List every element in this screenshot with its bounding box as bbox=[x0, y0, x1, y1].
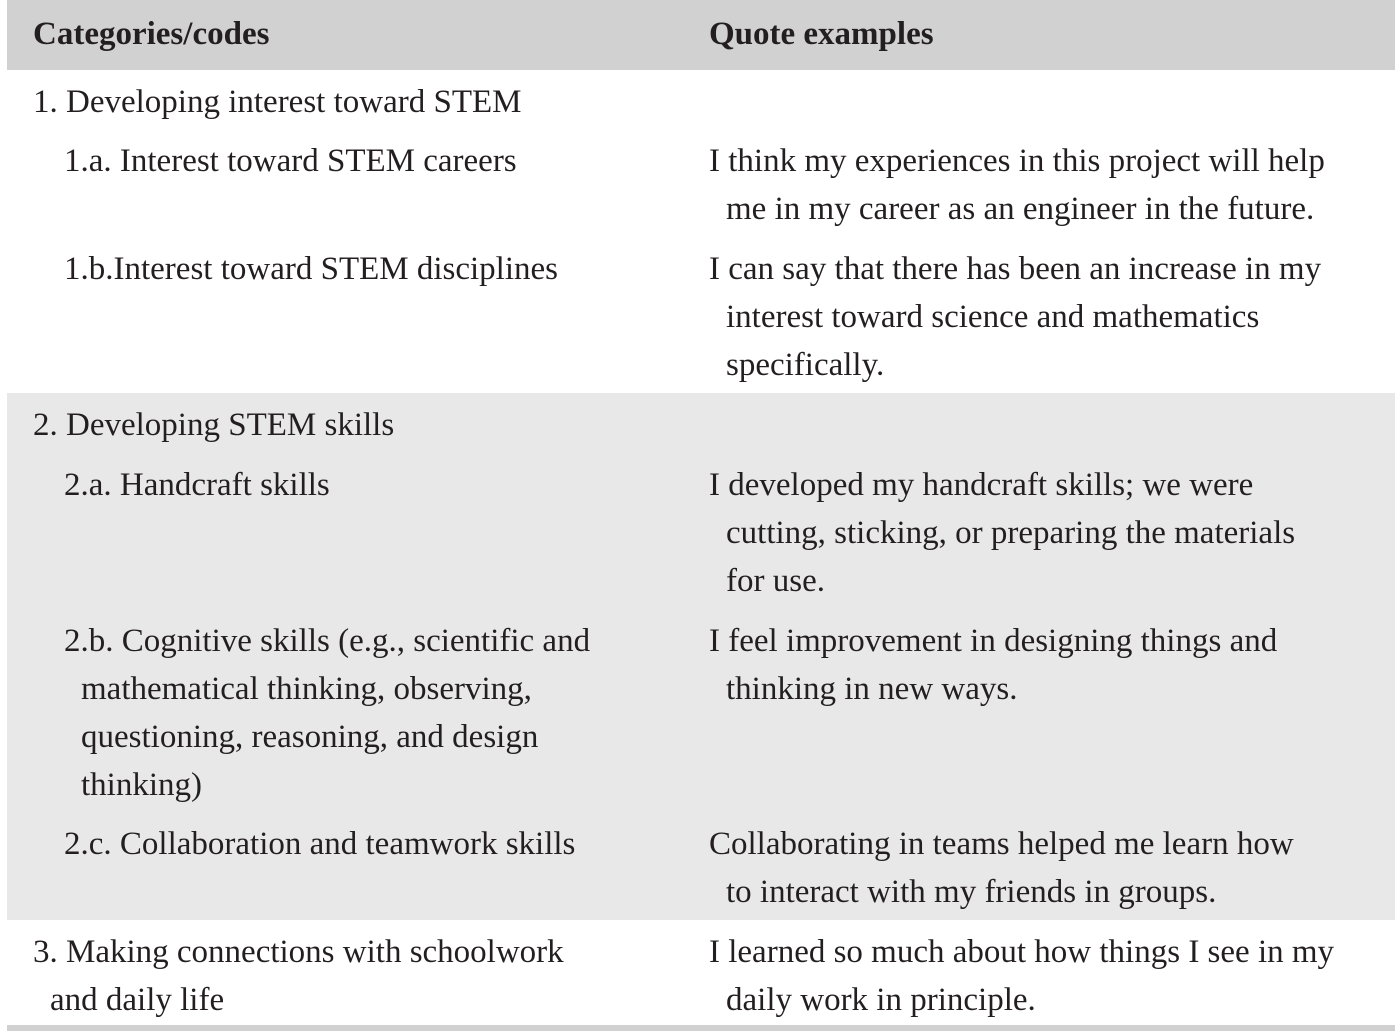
code-line: 1.b.Interest toward STEM disciplines bbox=[64, 251, 559, 287]
code-1b bbox=[64, 245, 558, 293]
code-line: 2.a. Handcraft skills bbox=[64, 467, 330, 503]
category-line: and daily life bbox=[50, 982, 225, 1018]
section-2-title: 2. Developing STEM skills bbox=[33, 407, 395, 443]
quote-line: specifically. bbox=[726, 347, 885, 383]
code-line: thinking) bbox=[81, 767, 202, 803]
section-1-title: 1. Developing interest toward STEM bbox=[33, 84, 522, 120]
quote-line: thinking in new ways. bbox=[726, 671, 1018, 707]
quote-line: for use. bbox=[726, 563, 825, 599]
code-line: 1.a. Interest toward STEM careers bbox=[64, 143, 517, 179]
quote-2a bbox=[709, 461, 1295, 605]
code-line: 2.c. Collaboration and teamwork skills bbox=[64, 826, 576, 862]
code-line: questioning, reasoning, and design bbox=[81, 719, 539, 755]
header-quotes: Quote examples bbox=[709, 16, 934, 52]
quote-line: I can say that there has been an increase in my bbox=[709, 251, 1322, 287]
section-3-title bbox=[33, 928, 564, 1024]
code-line: mathematical thinking, observing, bbox=[81, 671, 532, 707]
quote-3 bbox=[709, 928, 1334, 1024]
category-line: 3. Making connections with schoolwork bbox=[33, 934, 564, 970]
code-2c bbox=[64, 820, 575, 868]
quote-line: cutting, sticking, or preparing the materials bbox=[726, 515, 1296, 551]
quote-line: I feel improvement in designing things and bbox=[709, 623, 1278, 659]
quote-line: I think my experiences in this project will help bbox=[709, 143, 1325, 179]
code-line: 2.b. Cognitive skills (e.g., scientific and bbox=[64, 623, 591, 659]
header-categories: Categories/codes bbox=[33, 16, 270, 52]
bottom-rule bbox=[7, 1025, 1395, 1031]
code-1a bbox=[64, 137, 517, 185]
quote-1b bbox=[709, 245, 1321, 389]
code-2a bbox=[64, 461, 330, 509]
quote-line: Collaborating in teams helped me learn how bbox=[709, 826, 1294, 862]
quote-line: daily work in principle. bbox=[726, 982, 1036, 1018]
quote-1a bbox=[709, 137, 1325, 233]
quote-2c bbox=[709, 820, 1294, 916]
quote-line: me in my career as an engineer in the future. bbox=[726, 191, 1315, 227]
quote-line: to interact with my friends in groups. bbox=[726, 874, 1217, 910]
code-2b bbox=[64, 617, 590, 809]
coding-table bbox=[7, 0, 1395, 1031]
quote-2b bbox=[709, 617, 1277, 713]
quote-line: I learned so much about how things I see in my bbox=[709, 934, 1335, 970]
quote-line: interest toward science and mathematics bbox=[726, 299, 1260, 335]
quote-line: I developed my handcraft skills; we were bbox=[709, 467, 1254, 503]
